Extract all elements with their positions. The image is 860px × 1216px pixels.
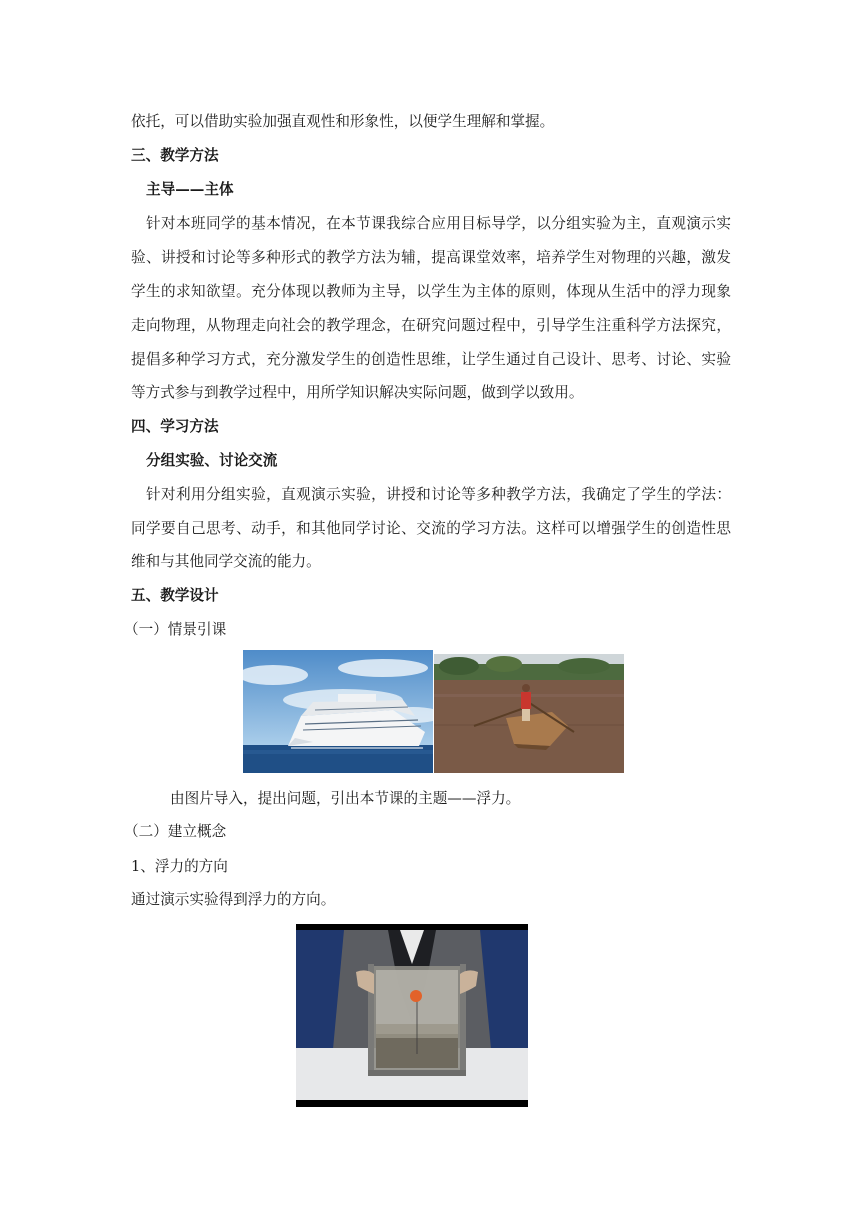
section4-subheading: 分组实验、讨论交流 <box>146 452 278 469</box>
part2-heading: （二）建立概念 <box>124 823 227 840</box>
paragraph-line: 提倡多种学习方式，充分激发学生的创造性思维，让学生通过自己设计、思考、讨论、实验 <box>131 351 731 368</box>
section4-heading: 四、学习方法 <box>131 418 219 435</box>
paragraph-line: 针对利用分组实验，直观演示实验，讲授和讨论等多种教学方法，我确定了学生的学法： <box>146 486 731 503</box>
buoyancy-demo-image <box>296 924 528 1107</box>
part1-heading: （一）情景引课 <box>124 621 227 638</box>
intro-continuation: 依托，可以借助实验加强直观性和形象性，以便学生理解和掌握。 <box>131 113 555 130</box>
item1-heading: 1、浮力的方向 <box>131 858 228 875</box>
paragraph-line: 验、讲授和讨论等多种形式的教学方法为辅，提高课堂效率，培养学生对物理的兴趣，激发 <box>131 249 731 266</box>
image-caption: 由图片导入，提出问题，引出本节课的主题——浮力。 <box>170 790 521 807</box>
paragraph-line: 走向物理，从物理走向社会的教学理念，在研究问题过程中，引导学生注重科学方法探究， <box>131 317 731 334</box>
section3-heading: 三、教学方法 <box>131 147 219 164</box>
paragraph-line: 维和与其他同学交流的能力。 <box>131 553 321 570</box>
item1-text: 通过演示实验得到浮力的方向。 <box>131 891 336 908</box>
paragraph-line: 同学要自己思考、动手，和其他同学讨论、交流的学习方法。这样可以增强学生的创造性思 <box>131 520 731 537</box>
rowing-boat-image <box>434 654 624 773</box>
paragraph-line: 针对本班同学的基本情况，在本节课我综合应用目标导学，以分组实验为主，直观演示实 <box>146 215 731 232</box>
paragraph-line: 等方式参与到教学过程中，用所学知识解决实际问题，做到学以致用。 <box>131 384 584 401</box>
cruise-ship-image <box>243 650 433 773</box>
paragraph-line: 学生的求知欲望。充分体现以教师为主导，以学生为主体的原则，体现从生活中的浮力现象 <box>131 283 731 300</box>
section5-heading: 五、教学设计 <box>131 587 219 604</box>
section3-subheading: 主导——主体 <box>146 181 234 198</box>
